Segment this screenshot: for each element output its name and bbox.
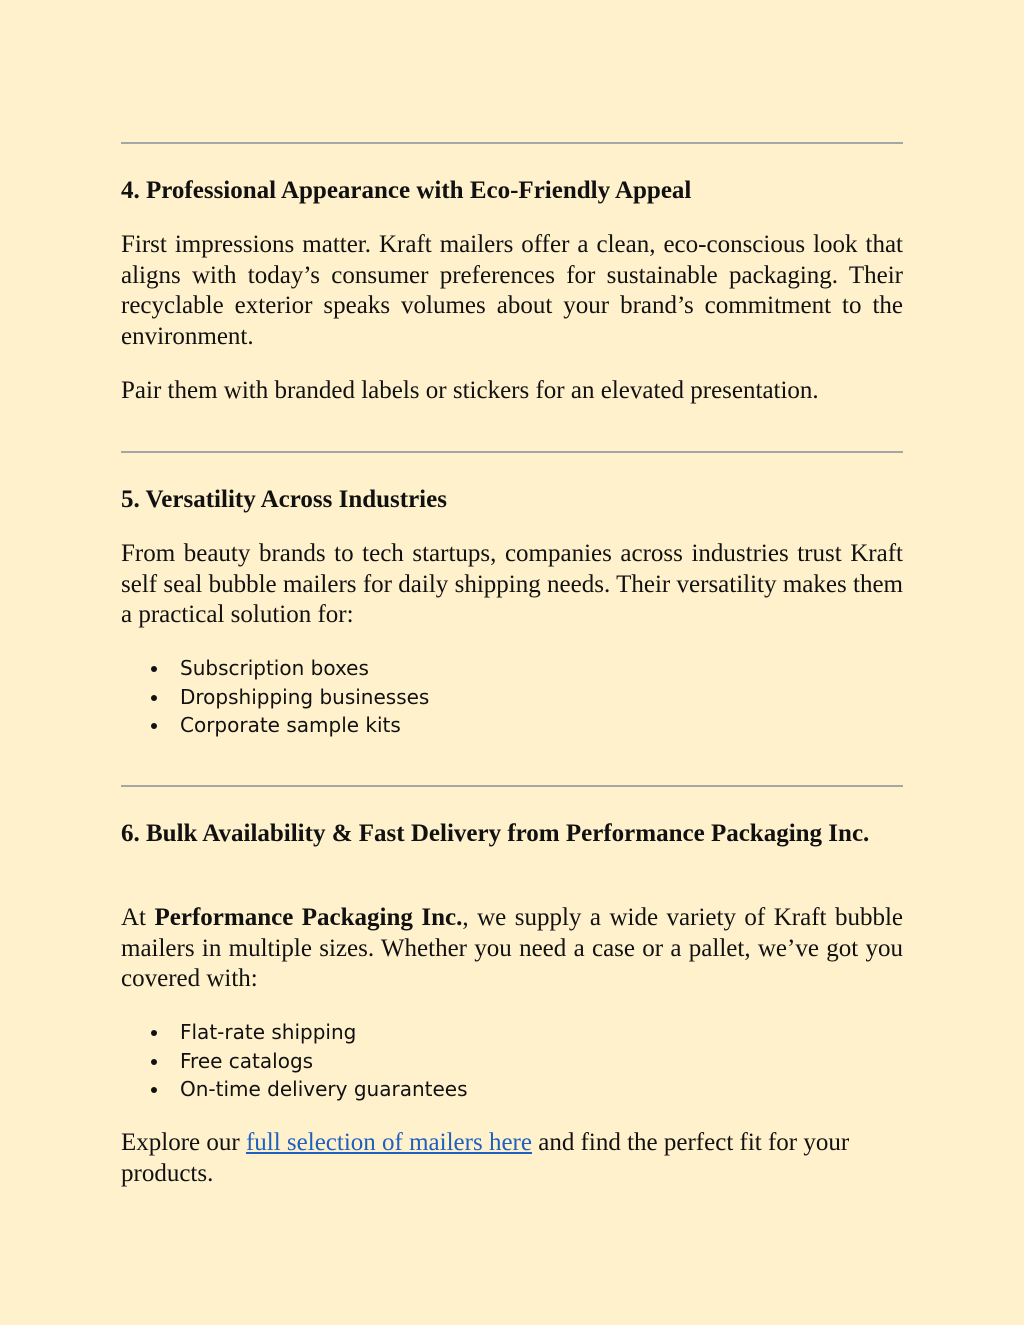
list-item-label: Flat-rate shipping: [180, 1020, 357, 1044]
section-4-heading: 4. Professional Appearance with Eco-Friendly Appeal: [121, 177, 692, 204]
list-item-label: Dropshipping businesses: [180, 684, 430, 709]
section-4-paragraph-2: Pair them with branded labels or stickers for an elevated presentation.: [121, 377, 819, 404]
section-divider: [121, 142, 903, 144]
section-6-heading: 6. Bulk Availability & Fast Delivery from Performance Packaging Inc.: [121, 820, 870, 847]
list-item: [121, 1075, 468, 1104]
list-item-label: Free catalogs: [180, 1048, 314, 1073]
section-5-heading: 5. Versatility Across Industries: [121, 486, 447, 513]
paragraph-text: and find the perfect fit for your products.: [121, 1129, 850, 1187]
bullet-icon: [151, 695, 157, 701]
section-4-paragraph-1: First impressions matter. Kraft mailers offer a clean, eco-conscious look that aligns with today’s consumer preferences for sustainable packaging. Their recyclable exterior speaks volumes about your brand’s commitment to the environment.: [121, 231, 903, 350]
closing-paragraph: [121, 1128, 903, 1189]
section-5-paragraph: From beauty brands to tech startups, companies across industries trust Kraft self seal bubble mailers for daily shipping needs. Their versatility makes them a practical solution for:: [121, 540, 903, 628]
company-name: Performance Packaging Inc.: [154, 904, 463, 931]
mailers-selection-link[interactable]: full selection of mailers here: [245, 1129, 532, 1156]
section-6-bullet-list: [121, 1018, 468, 1104]
paragraph-text: At: [121, 904, 155, 931]
list-item-label: Corporate sample kits: [180, 713, 401, 738]
list-item: [121, 1047, 468, 1076]
section-6-paragraph: [121, 903, 903, 995]
bullet-icon: [151, 1059, 157, 1065]
list-item: [121, 711, 429, 740]
paragraph-text: Explore our: [121, 1129, 246, 1156]
list-item-label: On-time delivery guarantees: [180, 1077, 468, 1102]
list-item: [121, 1018, 468, 1047]
bullet-icon: [151, 666, 157, 672]
list-item: [121, 683, 429, 712]
section-5-bullet-list: [121, 654, 429, 740]
list-item-label: Subscription boxes: [180, 656, 369, 680]
section-divider: [121, 785, 903, 787]
list-item: [121, 654, 429, 683]
paragraph-text: , we supply a wide variety of Kraft bubble mailers in multiple sizes. Whether you need a case or a pallet, we’ve got you covered with:: [121, 904, 904, 992]
section-divider: [121, 451, 903, 453]
bullet-icon: [151, 1030, 157, 1036]
bullet-icon: [151, 1087, 157, 1093]
bullet-icon: [151, 723, 157, 729]
